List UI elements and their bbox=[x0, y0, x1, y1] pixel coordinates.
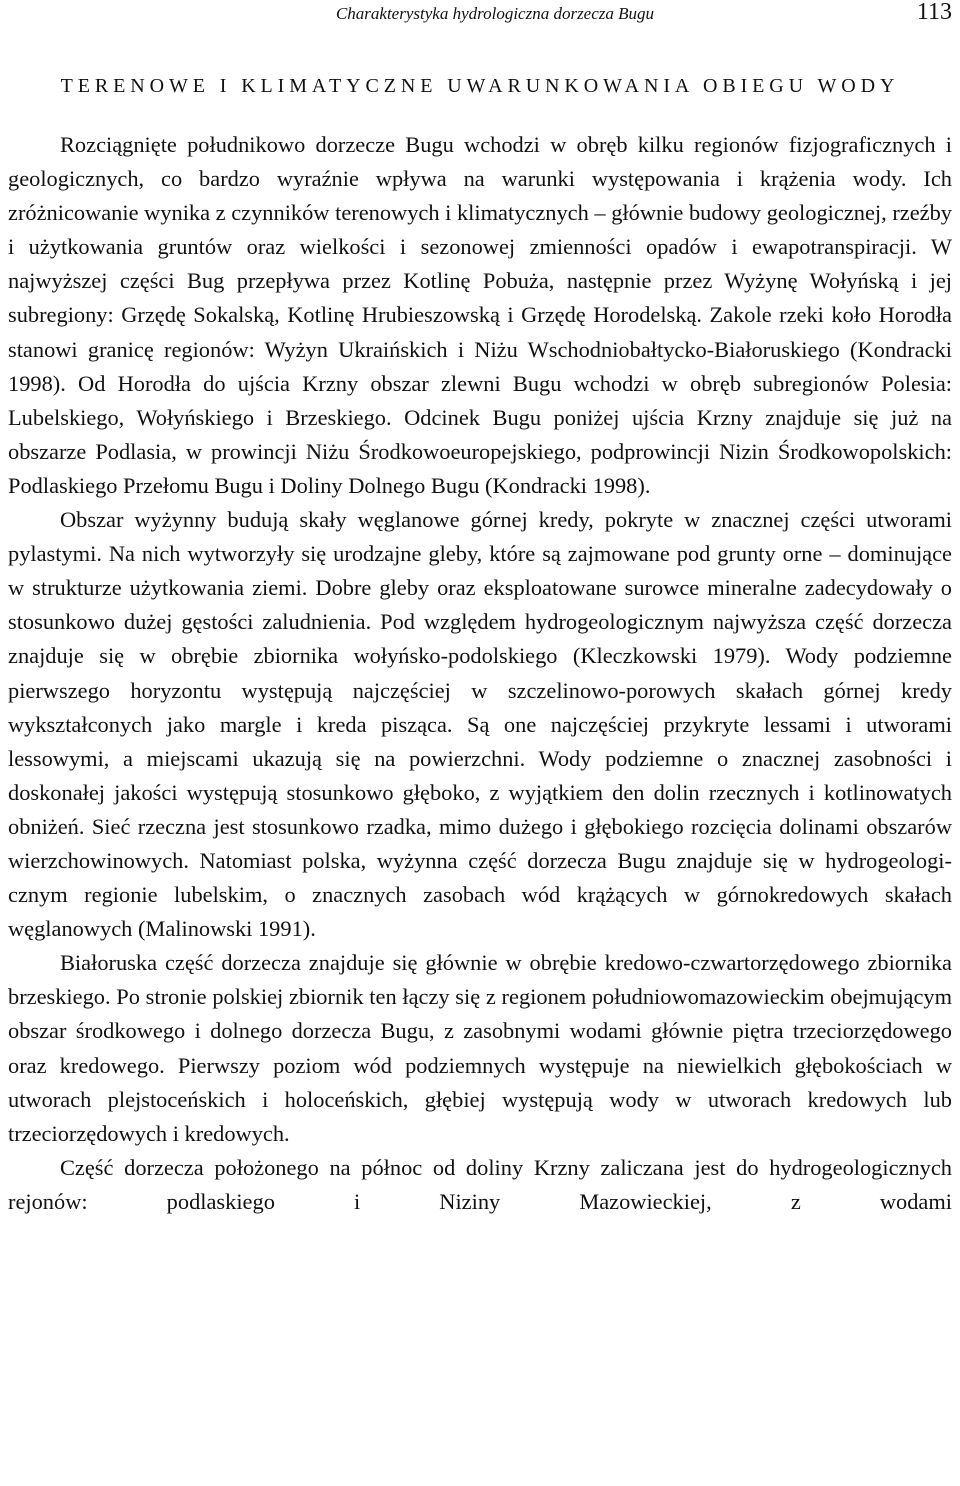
page-number: 113 bbox=[916, 0, 952, 25]
paragraph: Białoruska część dorzecza znajduje się głównie w obrębie kredowo-czwartorzędowego zbiornika brzeskiego. Po stronie polskiej zbiornik ten łączy się z regionem południowomazowieckim obejmującym obszar środkowego i dolnego dorzecza Bugu, z zasobnymi wodami głównie piętra trzeciorzędowego oraz kredowego. Pierwszy poziom wód podziemnych występuje na niewielkich głębokościach w utworach plejstoceńskich i holoceńskich, głębiej występują wody w utworach kredowych lub trzeciorzędowych i kredowych. bbox=[8, 950, 952, 1146]
body-text bbox=[8, 128, 952, 1219]
running-header bbox=[8, 0, 952, 34]
section-heading: TERENOWE I KLIMATYCZNE UWARUNKOWANIA OBIEGU WODY bbox=[60, 75, 900, 97]
paragraph: Obszar wyżynny budują skały węglanowe górnej kredy, pokryte w znacznej części utworami pylastymi. Na nich wytworzyły się urodzajne gleby, które są zajmowane pod grunty orne – dominujące w strukturze użytkowania ziemi. Dobre gleby oraz eksploatowane surowce mineralne zadecydowały o stosunkowo dużej gęstości zaludnienia. Pod względem hydrogeologicznym najwyższa część dorzecza znajduje się w obrębie zbiornika wołyńsko-podolskiego (Kleczkowski 1979). Wody podziemne pierwszego horyzontu występują najczęściej w szczelinowo-porowych skałach górnej kredy wykształconych jako margle i kreda pisząca. Są one najczęściej przykryte lessami i utworami lessowymi, a miejscami ukazują się na powierzchni. Wody podziemne o znacznej zasobności i doskonałej jakości występują stosunkowo głęboko, z wyjątkiem den dolin rzecznych i kotlinowatych obniżeń. Sieć rzeczna jest stosunkowo rzadka, mimo dużego i głębokiego rozcięcia dolinami obszarów wierzchowinowych. Natomiast polska, wyżynna część dorzecza Bugu znajduje się w hydrogeologicznym regionie lubelskim, o znacznych zasobach wód krążących w górnokredowych skałach węglanowych (Malinowski 1991). bbox=[8, 507, 952, 942]
paragraph: Rozciągnięte południkowo dorzecze Bugu wchodzi w obręb kilku regionów fizjograficznych i geologicznych, co bardzo wyraźnie wpływa na warunki występowania i krążenia wody. Ich zróżnicowanie wynika z czynników terenowych i klimatycznych – głównie budowy geologicznej, rzeźby i użytkowania gruntów oraz wielkości i sezonowej zmienności opadów i ewapotranspiracji. W najwyższej części Bug przepływa przez Kotlinę Pobuża, następnie przez Wyżynę Wołyńską i jej subregiony: Grzędę Sokalską, Kotlinę Hrubieszowską i Grzędę Horodelską. Zakole rzeki koło Horodła stanowi granicę regionów: Wyżyn Ukraińskich i Niżu Wschodniobałtycko-Białoruskiego (Kondracki 1998). Od Horodła do ujścia Krzny obszar zlewni Bugu wchodzi w obręb subregionów Polesia: Lubelskiego, Wołyńskiego i Brzeskiego. Odcinek Bugu poniżej ujścia Krzny znajduje się już na obszarze Podlasia, w prowincji Niżu Środkowoeuropejskiego, podprowincji Nizin Środkowopolskich: Podlaskiego Przełomu Bugu i Doliny Dolnego Bugu (Kondracki 1998). bbox=[8, 132, 952, 498]
paragraph: Część dorzecza położonego na północ od doliny Krzny zaliczana jest do hydrogeologicznych rejonów: podlaskiego i Niziny Mazowieckiej, z wodami bbox=[8, 1154, 952, 1214]
running-title: Charakterystyka hydrologiczna dorzecza Bugu bbox=[335, 4, 655, 23]
